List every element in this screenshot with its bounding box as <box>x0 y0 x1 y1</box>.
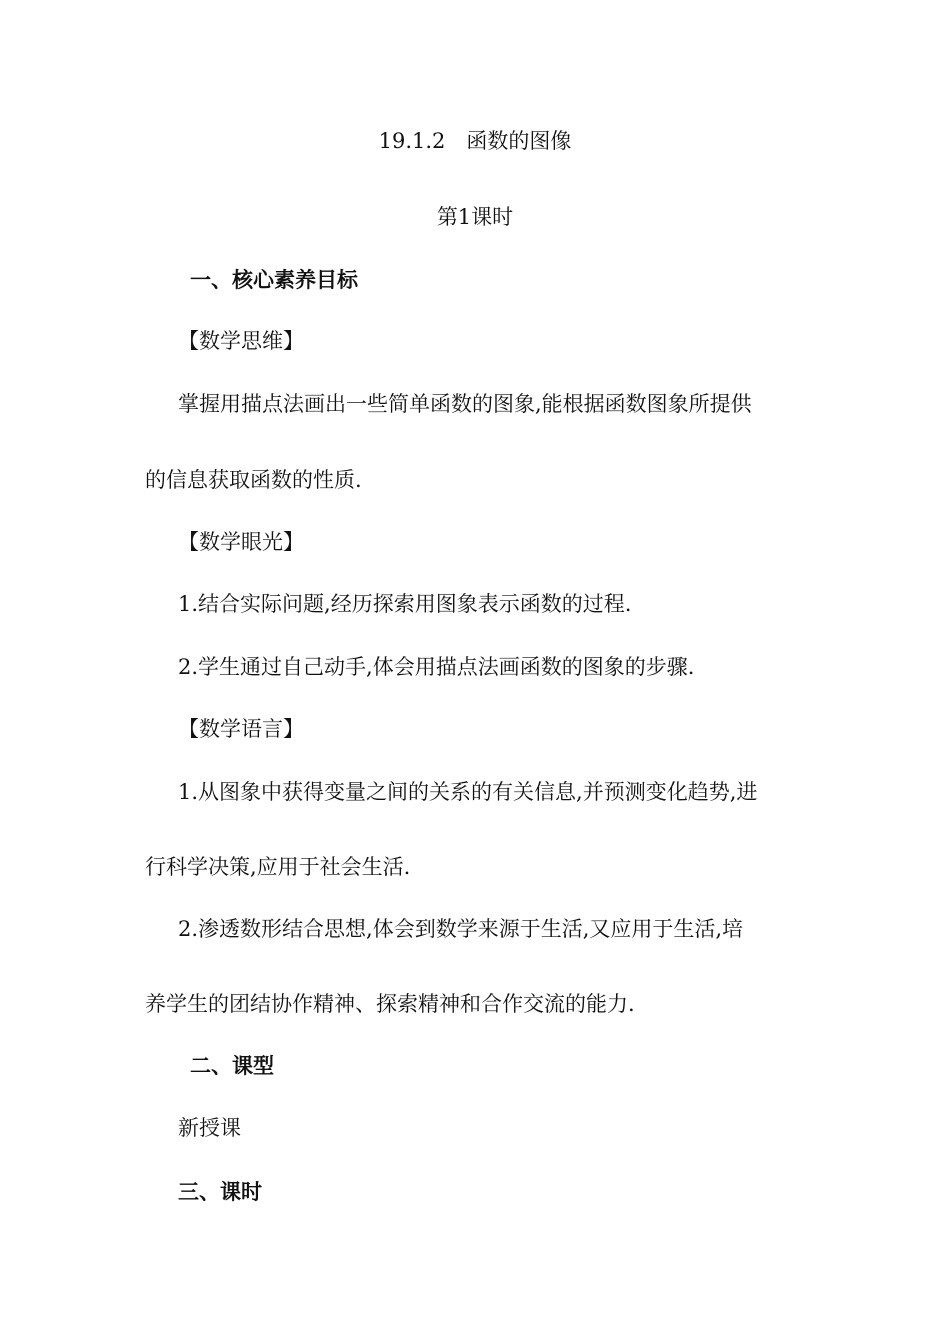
section-heading-lesson-type: 二、课型 <box>190 1054 274 1078</box>
section-heading-class-hours: 三、课时 <box>178 1180 262 1204</box>
document-subtitle: 第1课时 <box>436 205 514 229</box>
list-item: 1.从图象中获得变量之间的关系的有关信息,并预测变化趋势,进 <box>178 780 758 804</box>
list-item: 2.学生通过自己动手,体会用描点法画函数的图象的步骤. <box>178 655 695 679</box>
subheading-math-language: 【数学语言】 <box>178 717 304 741</box>
subheading-math-thinking: 【数学思维】 <box>178 329 304 353</box>
document-title: 19.1.2 函数的图像 <box>378 129 572 153</box>
list-item-continuation: 行科学决策,应用于社会生活. <box>145 855 411 879</box>
section-heading-core-goals: 一、核心素养目标 <box>190 268 358 292</box>
list-item: 1.结合实际问题,经历探索用图象表示函数的过程. <box>178 592 632 616</box>
paragraph-line: 掌握用描点法画出一些简单函数的图象,能根据函数图象所提供 <box>178 392 752 416</box>
paragraph-line: 的信息获取函数的性质. <box>145 468 362 492</box>
lesson-type-value: 新授课 <box>178 1116 241 1140</box>
subheading-math-vision: 【数学眼光】 <box>178 530 304 554</box>
list-item-continuation: 养学生的团结协作精神、探索精神和合作交流的能力. <box>145 992 635 1016</box>
list-item: 2.渗透数形结合思想,体会到数学来源于生活,又应用于生活,培 <box>178 917 744 941</box>
